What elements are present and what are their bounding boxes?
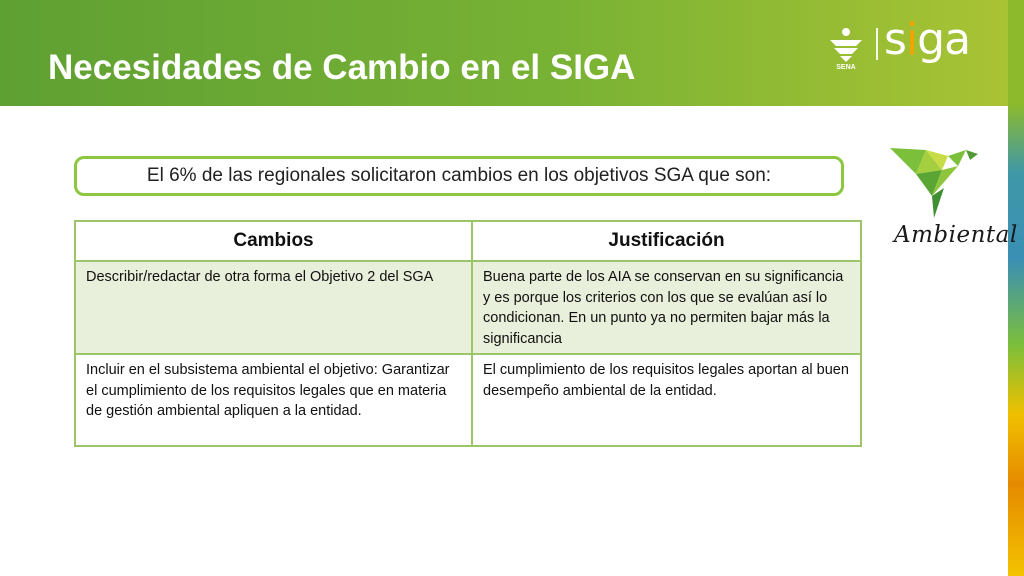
summary-callout — [74, 156, 844, 196]
ambiental-label: Ambiental — [894, 222, 1018, 248]
column-header-cambios: Cambios — [75, 221, 472, 261]
siga-logo-part1: s — [884, 14, 906, 65]
column-header-justificacion: Justificación — [472, 221, 861, 261]
origami-bird-icon — [886, 140, 982, 220]
table-row — [75, 354, 861, 446]
table-header-row — [75, 221, 861, 261]
cell-cambio: Incluir en el subsistema ambiental el objetivo: Garantizar el cumplimiento de los requisitos legales que en materia de gestión ambiental apliquen a la entidad. — [75, 354, 472, 446]
changes-table — [74, 220, 862, 447]
siga-logo-accent: i — [905, 14, 918, 65]
sena-logo-text: SENA — [836, 64, 856, 70]
summary-text: El 6% de las regionales solicitaron cambios en los objetivos SGA que son: — [146, 165, 772, 186]
table-row — [75, 261, 861, 354]
decorative-color-strip — [1008, 0, 1024, 576]
siga-logo — [884, 14, 970, 65]
sena-logo-icon — [826, 26, 866, 70]
header-bar — [0, 0, 1008, 106]
cell-justificacion: El cumplimiento de los requisitos legales aportan al buen desempeño ambiental de la entidad. — [472, 354, 861, 446]
logo-divider — [876, 28, 878, 60]
cell-justificacion: Buena parte de los AIA se conservan en su significancia y es porque los criterios con los que se evalúan así lo condicionan. En un punto ya no permiten bajar más la significancia — [472, 261, 861, 354]
siga-logo-part2: ga — [917, 14, 971, 65]
cell-cambio: Describir/redactar de otra forma el Objetivo 2 del SGA — [75, 261, 472, 354]
logo-group — [826, 14, 976, 74]
page-title: Necesidades de Cambio en el SIGA — [48, 48, 636, 87]
